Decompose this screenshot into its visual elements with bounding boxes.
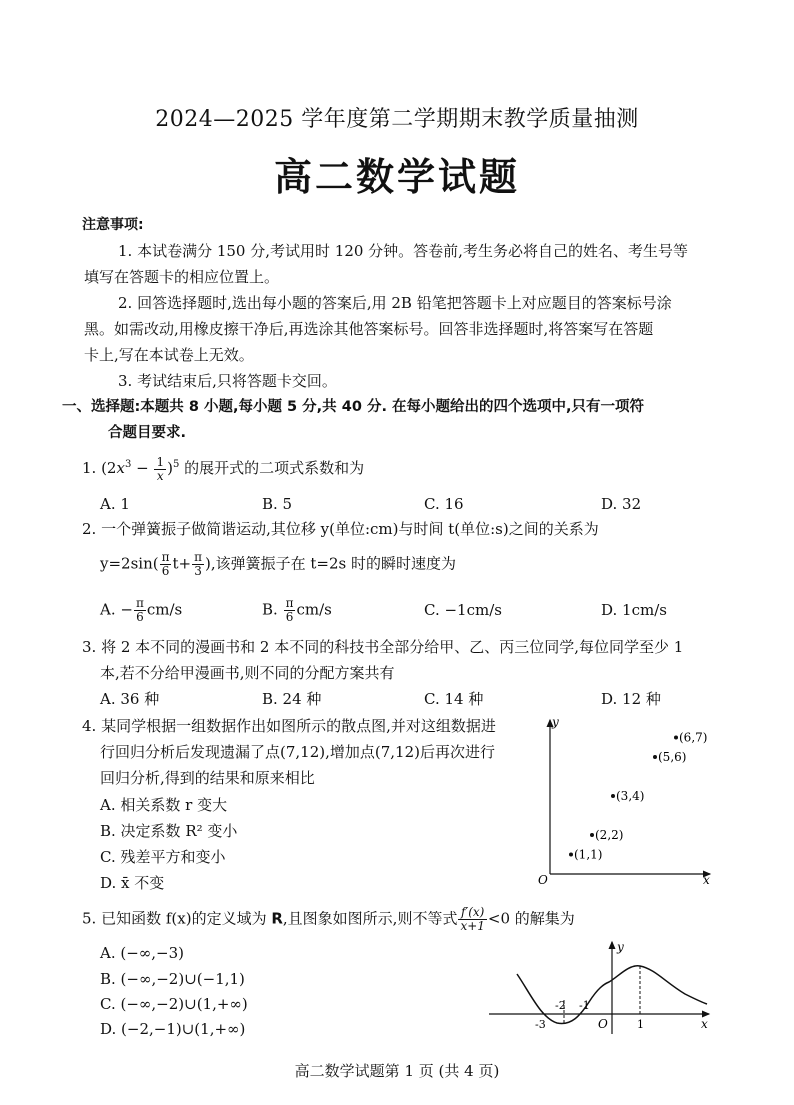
q5-text: 5. 已知函数 f(x)的定义域为 — [82, 909, 272, 928]
scatter-point — [653, 755, 657, 759]
option-c: C. 残差平方和变小 — [100, 848, 226, 866]
option-d: D. 12 种 — [601, 690, 661, 708]
option-a — [100, 597, 182, 624]
q2-text: ),该弹簧振子在 t=2s 时的瞬时速度为 — [204, 554, 456, 573]
x-axis-label: x — [701, 1017, 708, 1031]
q2-text: t+ — [172, 554, 192, 573]
q1-exponent: 3 — [124, 459, 132, 470]
question-4-stem-cont: 回归分析,得到的结果和原来相比 — [100, 769, 315, 787]
scatter-point-label: (2,2) — [595, 828, 624, 842]
scatter-point — [611, 794, 615, 798]
q2-text: y=2sin( — [100, 554, 159, 573]
notice-line: 2. 回答选择题时,选出每小题的答案后,用 2B 铅笔把答题卡上对应题目的答案标号涂 — [118, 294, 672, 312]
scatter-point — [569, 853, 573, 857]
frac-numerator: f′(x) — [458, 906, 486, 920]
notice-line: 3. 考试结束后,只将答题卡交回。 — [118, 372, 337, 390]
scatter-point — [590, 833, 594, 837]
q5-fraction — [458, 906, 486, 933]
option-a: A. 相关系数 r 变大 — [100, 796, 228, 814]
scatter-point-label: (3,4) — [616, 789, 645, 803]
frac-numerator: π — [161, 550, 170, 564]
origin-label: O — [538, 873, 548, 887]
scatter-point-label: (1,1) — [574, 847, 603, 862]
q5-real-set: R — [271, 909, 283, 928]
tick-label-minus1: -1 — [579, 999, 590, 1012]
option-a: A. 36 种 — [100, 690, 160, 708]
option-b — [262, 597, 332, 624]
notice-line: 卡上,写在本试卷上无效。 — [84, 346, 254, 364]
y-axis-label: y — [617, 940, 624, 954]
frac-numerator: π — [194, 550, 202, 564]
q2-fraction — [284, 597, 296, 624]
option-label: A. − — [100, 600, 133, 619]
q1-fraction — [154, 456, 166, 483]
frac-denominator: 6 — [161, 564, 170, 578]
scatter-point — [674, 736, 678, 740]
scatter-point-label: (5,6) — [658, 750, 687, 764]
option-label: B. — [262, 600, 283, 619]
q1-text: 1. (2 — [82, 459, 117, 477]
q5-text: ,且图象如图所示,则不等式 — [282, 909, 458, 928]
question-3-stem: 3. 将 2 本不同的漫画书和 2 本不同的科技书全部分给甲、乙、丙三位同学,每位同学至少 1 — [82, 638, 684, 656]
notice-heading: 注意事项: — [82, 217, 144, 233]
frac-denominator: x — [156, 468, 164, 483]
frac-numerator: π — [285, 596, 294, 610]
function-graph — [485, 938, 715, 1038]
option-d: D. 1cm/s — [601, 601, 667, 619]
scatter-points — [569, 731, 707, 862]
scatter-plot — [530, 712, 720, 890]
frac-denominator: x+1 — [460, 919, 485, 933]
section-heading: 一、选择题:本题共 8 小题,每小题 5 分,共 40 分. 在每小题给出的四个选项中,只有一项符 — [62, 399, 645, 415]
option-c: C. 16 — [424, 495, 464, 513]
tick-label-minus3: -3 — [535, 1018, 546, 1031]
tick-label-minus2: -2 — [555, 999, 566, 1012]
exam-subtitle: 2024—2025 学年度第二学期期末教学质量抽测 — [155, 107, 639, 132]
frac-denominator: 6 — [136, 610, 144, 624]
option-b: B. (−∞,−2)∪(−1,1) — [100, 970, 245, 988]
option-a: A. 1 — [100, 495, 130, 513]
option-c: C. (−∞,−2)∪(1,+∞) — [100, 995, 248, 1013]
option-b: B. 5 — [262, 495, 293, 513]
option-unit: cm/s — [146, 600, 183, 619]
frac-denominator: 6 — [285, 610, 294, 624]
x-axis-label: x — [703, 873, 710, 887]
q1-text: 的展开式的二项式系数和为 — [179, 459, 365, 477]
question-3-stem-cont: 本,若不分给甲漫画书,则不同的分配方案共有 — [100, 664, 395, 682]
option-d: D. (−2,−1)∪(1,+∞) — [100, 1020, 246, 1038]
option-d: D. x̄ 不变 — [100, 874, 165, 892]
option-d: D. 32 — [601, 495, 642, 513]
q1-var: x — [116, 459, 125, 477]
frac-numerator: 1 — [156, 454, 165, 469]
q1-exponent: 5 — [172, 459, 180, 470]
question-2-stem: 2. 一个弹簧振子做简谐运动,其位移 y(单位:cm)与时间 t(单位:s)之间的关系为 — [82, 520, 599, 538]
question-5-stem — [82, 906, 575, 933]
notice-line: 1. 本试卷满分 150 分,考试用时 120 分钟。答卷前,考生务必将自己的姓名、考生号等 — [118, 242, 688, 260]
option-b: B. 24 种 — [262, 690, 322, 708]
tick-label-1: 1 — [637, 1018, 644, 1031]
question-2-equation — [100, 551, 456, 578]
y-axis-label: y — [552, 715, 559, 729]
option-a: A. (−∞,−3) — [100, 944, 185, 962]
origin-label: O — [598, 1017, 608, 1031]
page-title: 高二数学试题 — [273, 155, 520, 199]
q1-text: ) — [167, 459, 173, 477]
question-1-stem — [82, 454, 364, 483]
q2-fraction — [192, 551, 204, 578]
question-4-stem: 4. 某同学根据一组数据作出如图所示的散点图,并对这组数据进 — [82, 717, 496, 735]
option-unit: cm/s — [296, 600, 332, 619]
q1-text: − — [131, 459, 154, 477]
q5-text: <0 的解集为 — [487, 909, 575, 928]
q2-fraction — [160, 551, 172, 578]
q2-fraction — [134, 597, 146, 624]
option-b: B. 决定系数 R² 变小 — [100, 822, 238, 840]
section-heading-cont: 合题目要求. — [108, 425, 187, 441]
option-c: C. −1cm/s — [424, 601, 502, 619]
notice-line: 填写在答题卡的相应位置上。 — [84, 268, 280, 286]
scatter-point-label: (6,7) — [679, 730, 708, 745]
option-c: C. 14 种 — [424, 690, 484, 708]
notice-line: 黑。如需改动,用橡皮擦干净后,再选涂其他答案标号。回答非选择题时,将答案写在答题 — [84, 320, 654, 338]
question-4-stem-cont: 行回归分析后发现遗漏了点(7,12),增加点(7,12)后再次进行 — [100, 743, 495, 761]
frac-numerator: π — [135, 596, 144, 610]
frac-denominator: 3 — [194, 564, 202, 578]
page-footer: 高二数学试题第 1 页 (共 4 页) — [294, 1062, 500, 1080]
